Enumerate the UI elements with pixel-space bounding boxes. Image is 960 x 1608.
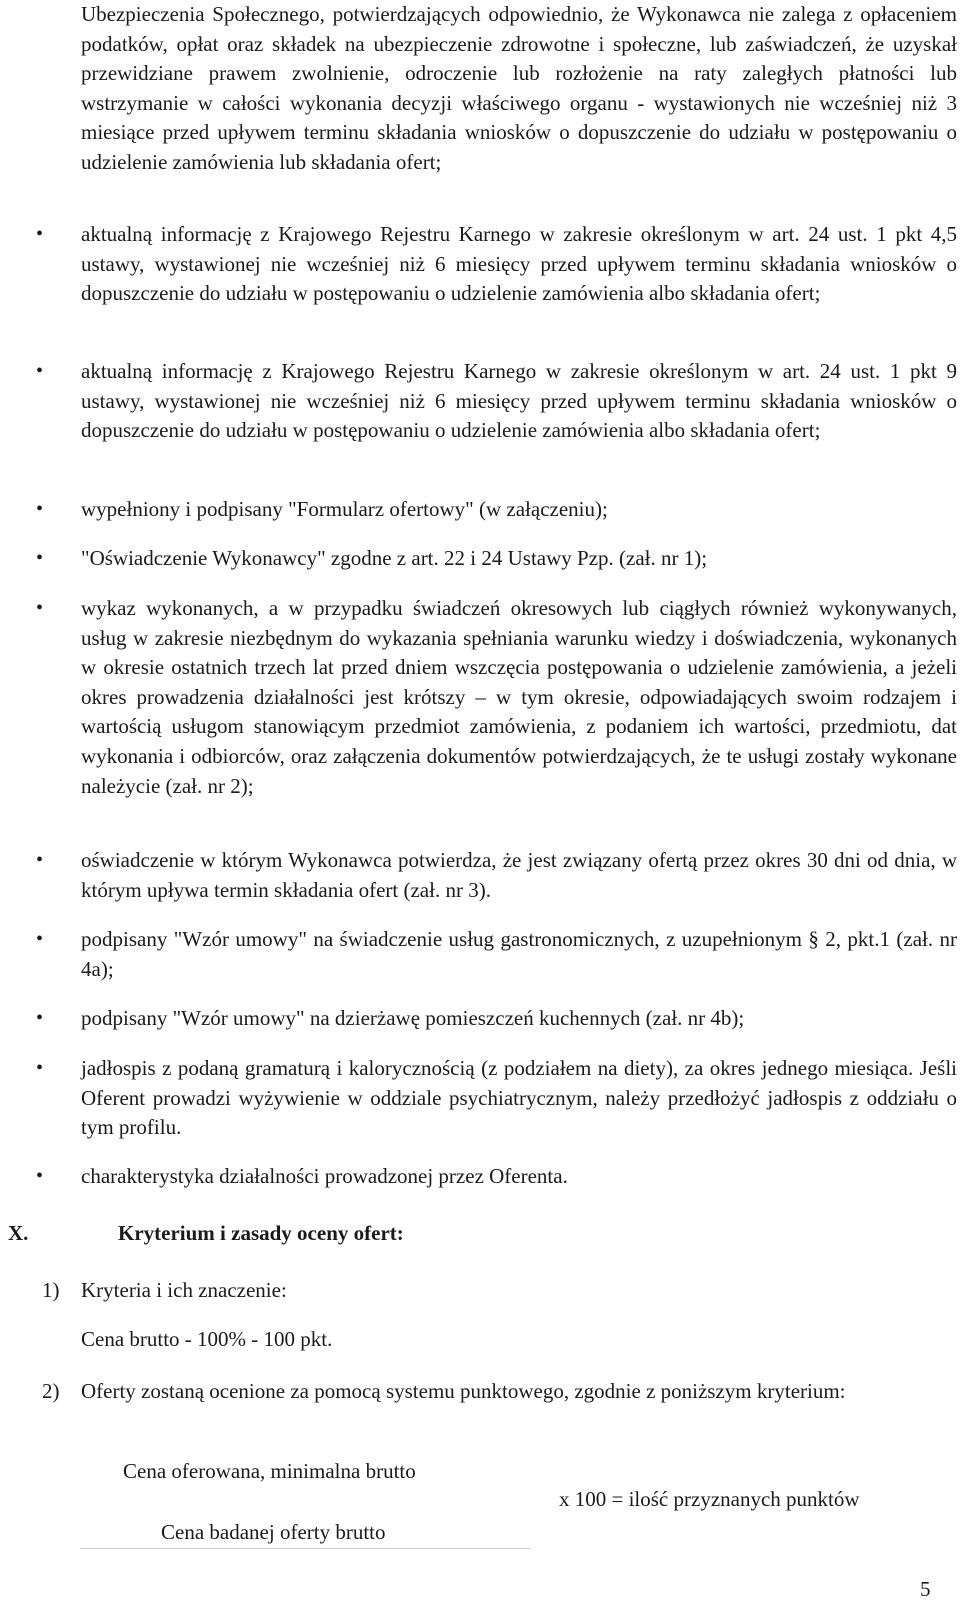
bullet-marker: • bbox=[36, 1165, 44, 1187]
bullet-marker: • bbox=[36, 498, 44, 520]
criterion-price-weight: Cena brutto - 100% - 100 pkt. bbox=[81, 1327, 333, 1351]
criterion-number: 1) bbox=[42, 1278, 60, 1302]
bullet-marker: • bbox=[36, 1007, 44, 1029]
bullet-item-wzor-umowy-dzierzawa: podpisany "Wzór umowy" na dzierżawę pomieszczeń kuchennych (zał. nr 4b); bbox=[81, 1006, 745, 1030]
bullet-item-zwiazanie-oferta: oświadczenie w którym Wykonawca potwierdza, że jest związany ofertą przez okres 30 dni od dnia, w którym upływa termin składania ofert (zał. nr 3). bbox=[81, 848, 957, 902]
section-number: X. bbox=[8, 1221, 29, 1245]
formula-numerator: Cena oferowana, minimalna brutto bbox=[123, 1459, 416, 1483]
bullet-item-formularz: wypełniony i podpisany "Formularz ofertowy" (w załączeniu); bbox=[81, 497, 608, 521]
bullet-item-wzor-umowy-gastro: podpisany "Wzór umowy" na świadczenie usług gastronomicznych, z uzupełnionym § 2, pkt.1 (zał. nr 4a); bbox=[81, 927, 957, 981]
criterion-text: Oferty zostaną ocenione za pomocą systemu punktowego, zgodnie z poniższym kryterium: bbox=[81, 1379, 846, 1403]
bullet-marker: • bbox=[36, 928, 44, 950]
bullet-marker: • bbox=[36, 223, 44, 245]
page-number: 5 bbox=[920, 1577, 931, 1601]
formula-denominator: Cena badanej oferty brutto bbox=[161, 1520, 386, 1544]
intro-paragraph: Ubezpieczenia Społecznego, potwierdzających odpowiednio, że Wykonawca nie zalega z opłaceniem podatków, opłat oraz składek na ubezpieczenie zdrowotne i społeczne, lub zaświadczeń, że uzyskał przewidziane prawem zwolnienie, odroczenie lub rozłożenie na raty zaległych płatności lub wstrzymanie w całości wykonania decyzji właściwego organu - wystawionych nie wcześniej niż 3 miesiące przed upływem terminu składania wniosków o dopuszczenie do udziału w postępowaniu o udzielenie zamówienia lub składania ofert; bbox=[81, 2, 957, 174]
bullet-marker: • bbox=[36, 1057, 44, 1079]
criterion-text: Kryteria i ich znaczenie: bbox=[81, 1278, 287, 1302]
bullet-marker: • bbox=[36, 360, 44, 382]
bullet-marker: • bbox=[36, 597, 44, 619]
bullet-item-jadlospis: jadłospis z podaną gramaturą i kalorycznością (z podziałem na diety), za okres jednego miesiąca. Jeśli Oferent prowadzi wyżywienie w oddziale psychiatrycznym, należy przedłożyć jadłospis z oddziału o tym profilu. bbox=[81, 1056, 957, 1140]
bullet-marker: • bbox=[36, 547, 44, 569]
criterion-number: 2) bbox=[42, 1379, 60, 1403]
bullet-marker: • bbox=[36, 849, 44, 871]
bullet-item-charakterystyka: charakterystyka działalności prowadzonej przez Oferenta. bbox=[81, 1164, 568, 1188]
formula-result: x 100 = ilość przyznanych punktów bbox=[559, 1487, 860, 1511]
bullet-item-wykaz-uslug: wykaz wykonanych, a w przypadku świadczeń okresowych lub ciągłych również wykonywanych, usług w zakresie niezbędnym do wykazania spełniania warunku wiedzy i doświadczenia, wykonanych w okresie ostatnich trzech lat przed dniem wszczęcia postępowania o udzielenie zamówienia, a jeżeli okres prowadzenia działalności jest krótszy – w tym okresie, odpowiadających swoim rodzajem i wartością usługom stanowiącym przedmiot zamówienia, z podaniem ich wartości, przedmiotu, dat wykonania i odbiorców, oraz załączenia dokumentów potwierdzających, że te usługi zostały wykonane należycie (zał. nr 2); bbox=[81, 596, 957, 798]
bullet-item-krk-9: aktualną informację z Krajowego Rejestru Karnego w zakresie określonym w art. 24 ust. 1 pkt 9 ustawy, wystawionej nie wcześniej niż 6 miesięcy przed upływem terminu składania wniosków o dopuszczenie do udziału w postępowaniu o udzielenie zamówienia albo składania ofert; bbox=[81, 359, 957, 443]
section-title: Kryterium i zasady oceny ofert: bbox=[118, 1221, 404, 1245]
bullet-item-krk-4-5: aktualną informację z Krajowego Rejestru Karnego w zakresie określonym w art. 24 ust. 1 pkt 4,5 ustawy, wystawionej nie wcześniej niż 6 miesięcy przed upływem terminu składania wniosków o dopuszczenie do udziału w postępowaniu o udzielenie zamówienia albo składania ofert; bbox=[81, 222, 957, 306]
bullet-item-oswiadczenie: "Oświadczenie Wykonawcy" zgodne z art. 22 i 24 Ustawy Pzp. (zał. nr 1); bbox=[81, 546, 708, 570]
fraction-line bbox=[80, 1548, 530, 1549]
